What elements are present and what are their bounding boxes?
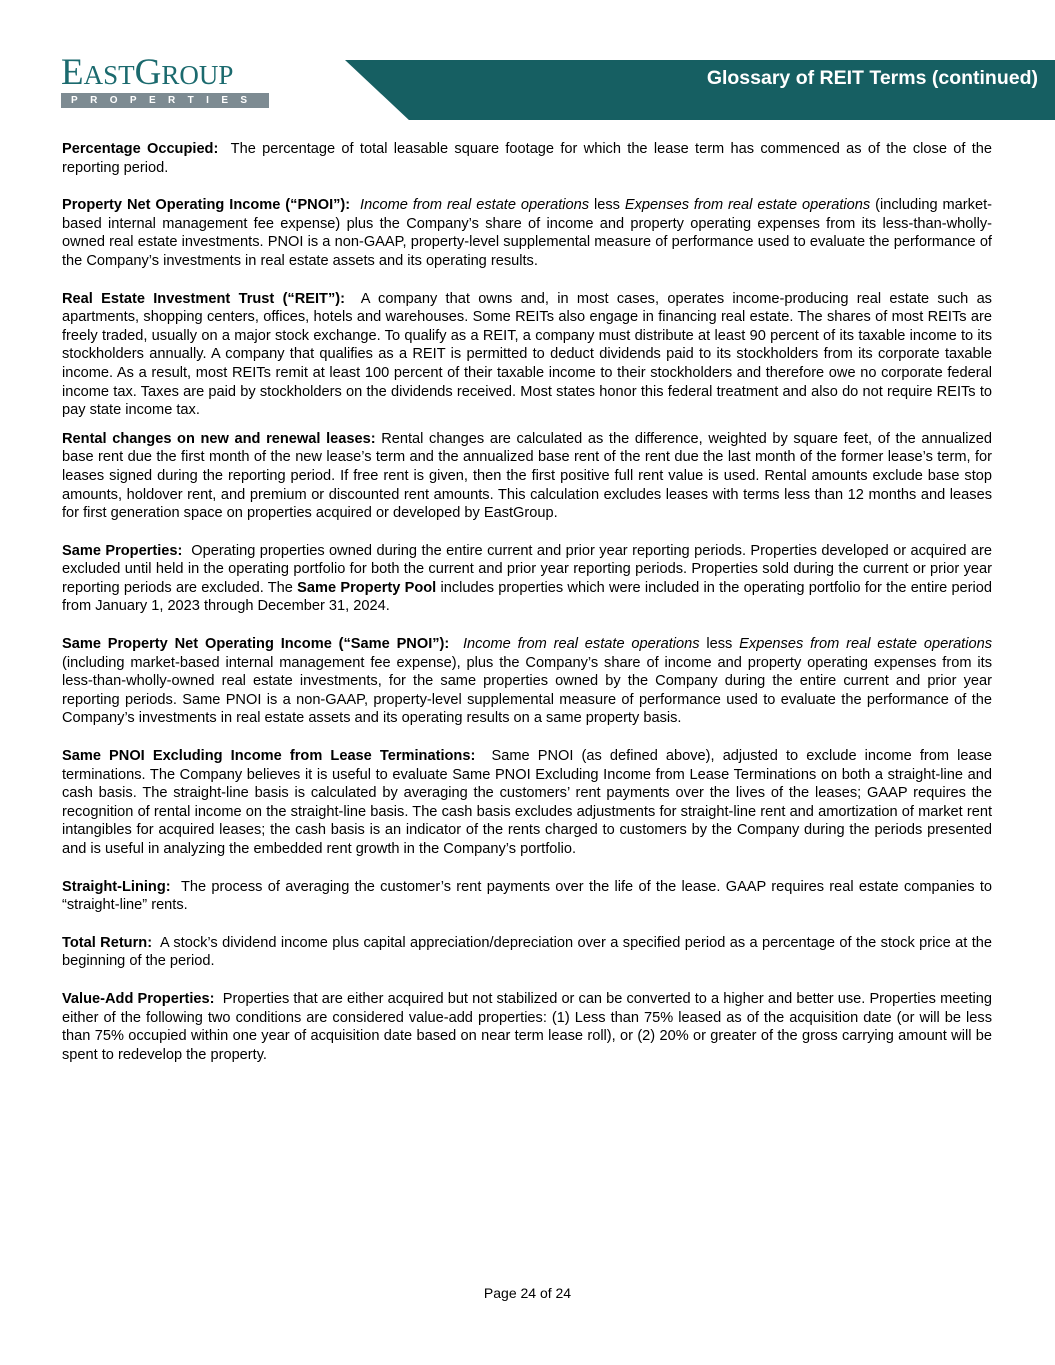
italic-phrase: Income from real estate operations bbox=[360, 197, 590, 214]
glossary-term: Straight-Lining: bbox=[62, 878, 171, 895]
glossary-definition: The process of averaging the customer’s rent payments over the life of the lease. GAAP requires real estate companies to “straight-line” rents. bbox=[62, 878, 992, 914]
page-title: Glossary of REIT Terms (continued) bbox=[706, 67, 1038, 89]
italic-phrase: Income from real estate operations bbox=[462, 636, 700, 653]
glossary-term: Total Return: bbox=[62, 934, 153, 951]
glossary-entry-value-add bbox=[62, 990, 992, 1064]
glossary-definition: A company that owns and, in most cases, operates income-producing real estate such as apartments, shopping centers, offices, hotels and warehouses. Some REITs also engage in financing real estate. The shares of most REITs are freely traded, usually on a major stock exchange. To qualify as a REIT, a company must distribute at least 90 percent of its taxable income to its stockholders annually. A company that qualifies as a REIT is permitted to deduct dividends paid to its stockholders from its corporate taxable income. As a result, most REITs remit at least 100 percent of their taxable income to their stockholders and therefore owe no corporate federal income tax. Taxes are paid by stockholders on the dividends received. Most states honor this federal treatment and also do not require REITs to pay state income tax. bbox=[62, 290, 992, 419]
logo-letters-roup: ROUP bbox=[161, 60, 234, 90]
glossary-entry-pnoi bbox=[62, 196, 992, 270]
glossary-list bbox=[62, 140, 992, 1083]
glossary-definition: A stock’s dividend income plus capital appreciation/depreciation over a specified period as a percentage of the stock price at the beginning of the period. bbox=[62, 934, 992, 970]
glossary-entry-straight-lining bbox=[62, 878, 992, 915]
bold-phrase: Same Property Pool bbox=[297, 579, 437, 596]
glossary-entry-rental-changes bbox=[62, 430, 992, 523]
glossary-definition: (including market-based internal management fee expense), plus the Company’s share of income and property operating expenses from its less-than-wholly-owned real estate investments, for the same properties owned by the Company during the entire current and prior year reporting periods. Same PNOI is a non-GAAP, property-level supplemental measure of performance used to evaluate the performance of the Company’s investments in real estate assets and its operating results on a same property basis. bbox=[62, 654, 992, 727]
glossary-definition: Same PNOI (as defined above), adjusted to exclude income from lease terminations. The Company believes it is useful to evaluate Same PNOI Excluding Income from Lease Terminations on both a straight-line and cash basis. The straight-line basis is calculated by averaging the customers’ rent payments over the lives of the leases; GAAP requires the recognition of rental income on the straight-line basis. The cash basis excludes adjustments for straight-line rent and amortization of market rent intangibles for acquired leases; the cash basis is an indicator of the rents charged to customers by the Company during the periods presented and is useful in analyzing the embedded rent growth in the Company’s portfolio. bbox=[62, 748, 992, 857]
glossary-entry-same-pnoi bbox=[62, 635, 992, 728]
glossary-term: Value-Add Properties: bbox=[62, 990, 215, 1007]
glossary-term: Property Net Operating Income (“PNOI”): bbox=[62, 197, 351, 214]
glossary-entry-same-pnoi-excluding bbox=[62, 747, 992, 859]
connector-text: less bbox=[589, 197, 625, 214]
glossary-term: Real Estate Investment Trust (“REIT”): bbox=[62, 290, 345, 307]
italic-phrase: Expenses from real estate operations bbox=[739, 636, 993, 653]
page-number: Page 24 of 24 bbox=[483, 1285, 572, 1301]
glossary-term: Same Properties: bbox=[62, 542, 183, 559]
glossary-definition: The percentage of total leasable square footage for which the lease term has commenced as of the close of the reporting period. bbox=[62, 141, 992, 176]
logo-wordmark bbox=[61, 52, 234, 93]
glossary-definition-continued: includes properties which were included in the operating portfolio for the entire period from January 1, 2023 through December 31, 2024. bbox=[62, 579, 993, 615]
italic-phrase: Expenses from real estate operations bbox=[624, 197, 871, 214]
glossary-definition: Rental changes are calculated as the difference, weighted by square feet, of the annualized base rent due the first month of the new lease’s term and the annualized base rent of the rent due the last month of the former lease’s term, for leases signed during the reporting period. If free rent is given, then the first positive full rent value is used. Rental amounts exclude base stop amounts, holdover rent, and premium or discounted rent amounts. This calculation excludes leases with terms less than 12 months and leases for first generation space on properties acquired or developed by EastGroup. bbox=[62, 430, 993, 522]
glossary-entry-same-properties bbox=[62, 542, 992, 616]
glossary-term: Percentage Occupied: bbox=[62, 141, 219, 157]
glossary-definition: (including market-based internal management fee expense) plus the Company’s share of income and property operating expenses from its less-than-wholly-owned real estate investments. PNOI is a non-GAAP, property-level supplemental measure of performance used to evaluate the performance of the Company’s investments in real estate assets and its operating results. bbox=[62, 197, 992, 269]
glossary-entry-reit bbox=[62, 290, 992, 420]
glossary-entry-total-return bbox=[62, 934, 992, 971]
glossary-definition: Operating properties owned during the entire current and prior year reporting periods. Properties developed or acquired are excluded until held in the operating portfolio for both the current and prior year reporting periods. Properties sold during the current or prior year reporting periods are excluded. The bbox=[62, 542, 992, 596]
connector-text: less bbox=[699, 636, 740, 653]
glossary-definition: Properties that are either acquired but not stabilized or can be converted to a higher and better use. Properties meeting either of the following two conditions are considered value-add properties: (1) Less than 75% leased as of the acquisition date (or will be less than 75% occupied within one year of acquisition date based on near term lease roll), or (2) 20% or greater of the gross carrying amount will be spent to redevelop the property. bbox=[62, 990, 992, 1063]
glossary-term: Same Property Net Operating Income (“Same PNOI”): bbox=[62, 636, 450, 653]
logo-letter-g: G bbox=[134, 52, 162, 93]
glossary-term: Rental changes on new and renewal leases: bbox=[62, 430, 376, 447]
glossary-entry-percentage-occupied bbox=[62, 140, 992, 177]
glossary-term: Same PNOI Excluding Income from Lease Terminations: bbox=[62, 748, 476, 765]
logo-subtitle-bar: PROPERTIES bbox=[61, 93, 269, 108]
logo-letters-ast: AST bbox=[83, 60, 135, 90]
logo-letter-e: E bbox=[61, 52, 84, 93]
